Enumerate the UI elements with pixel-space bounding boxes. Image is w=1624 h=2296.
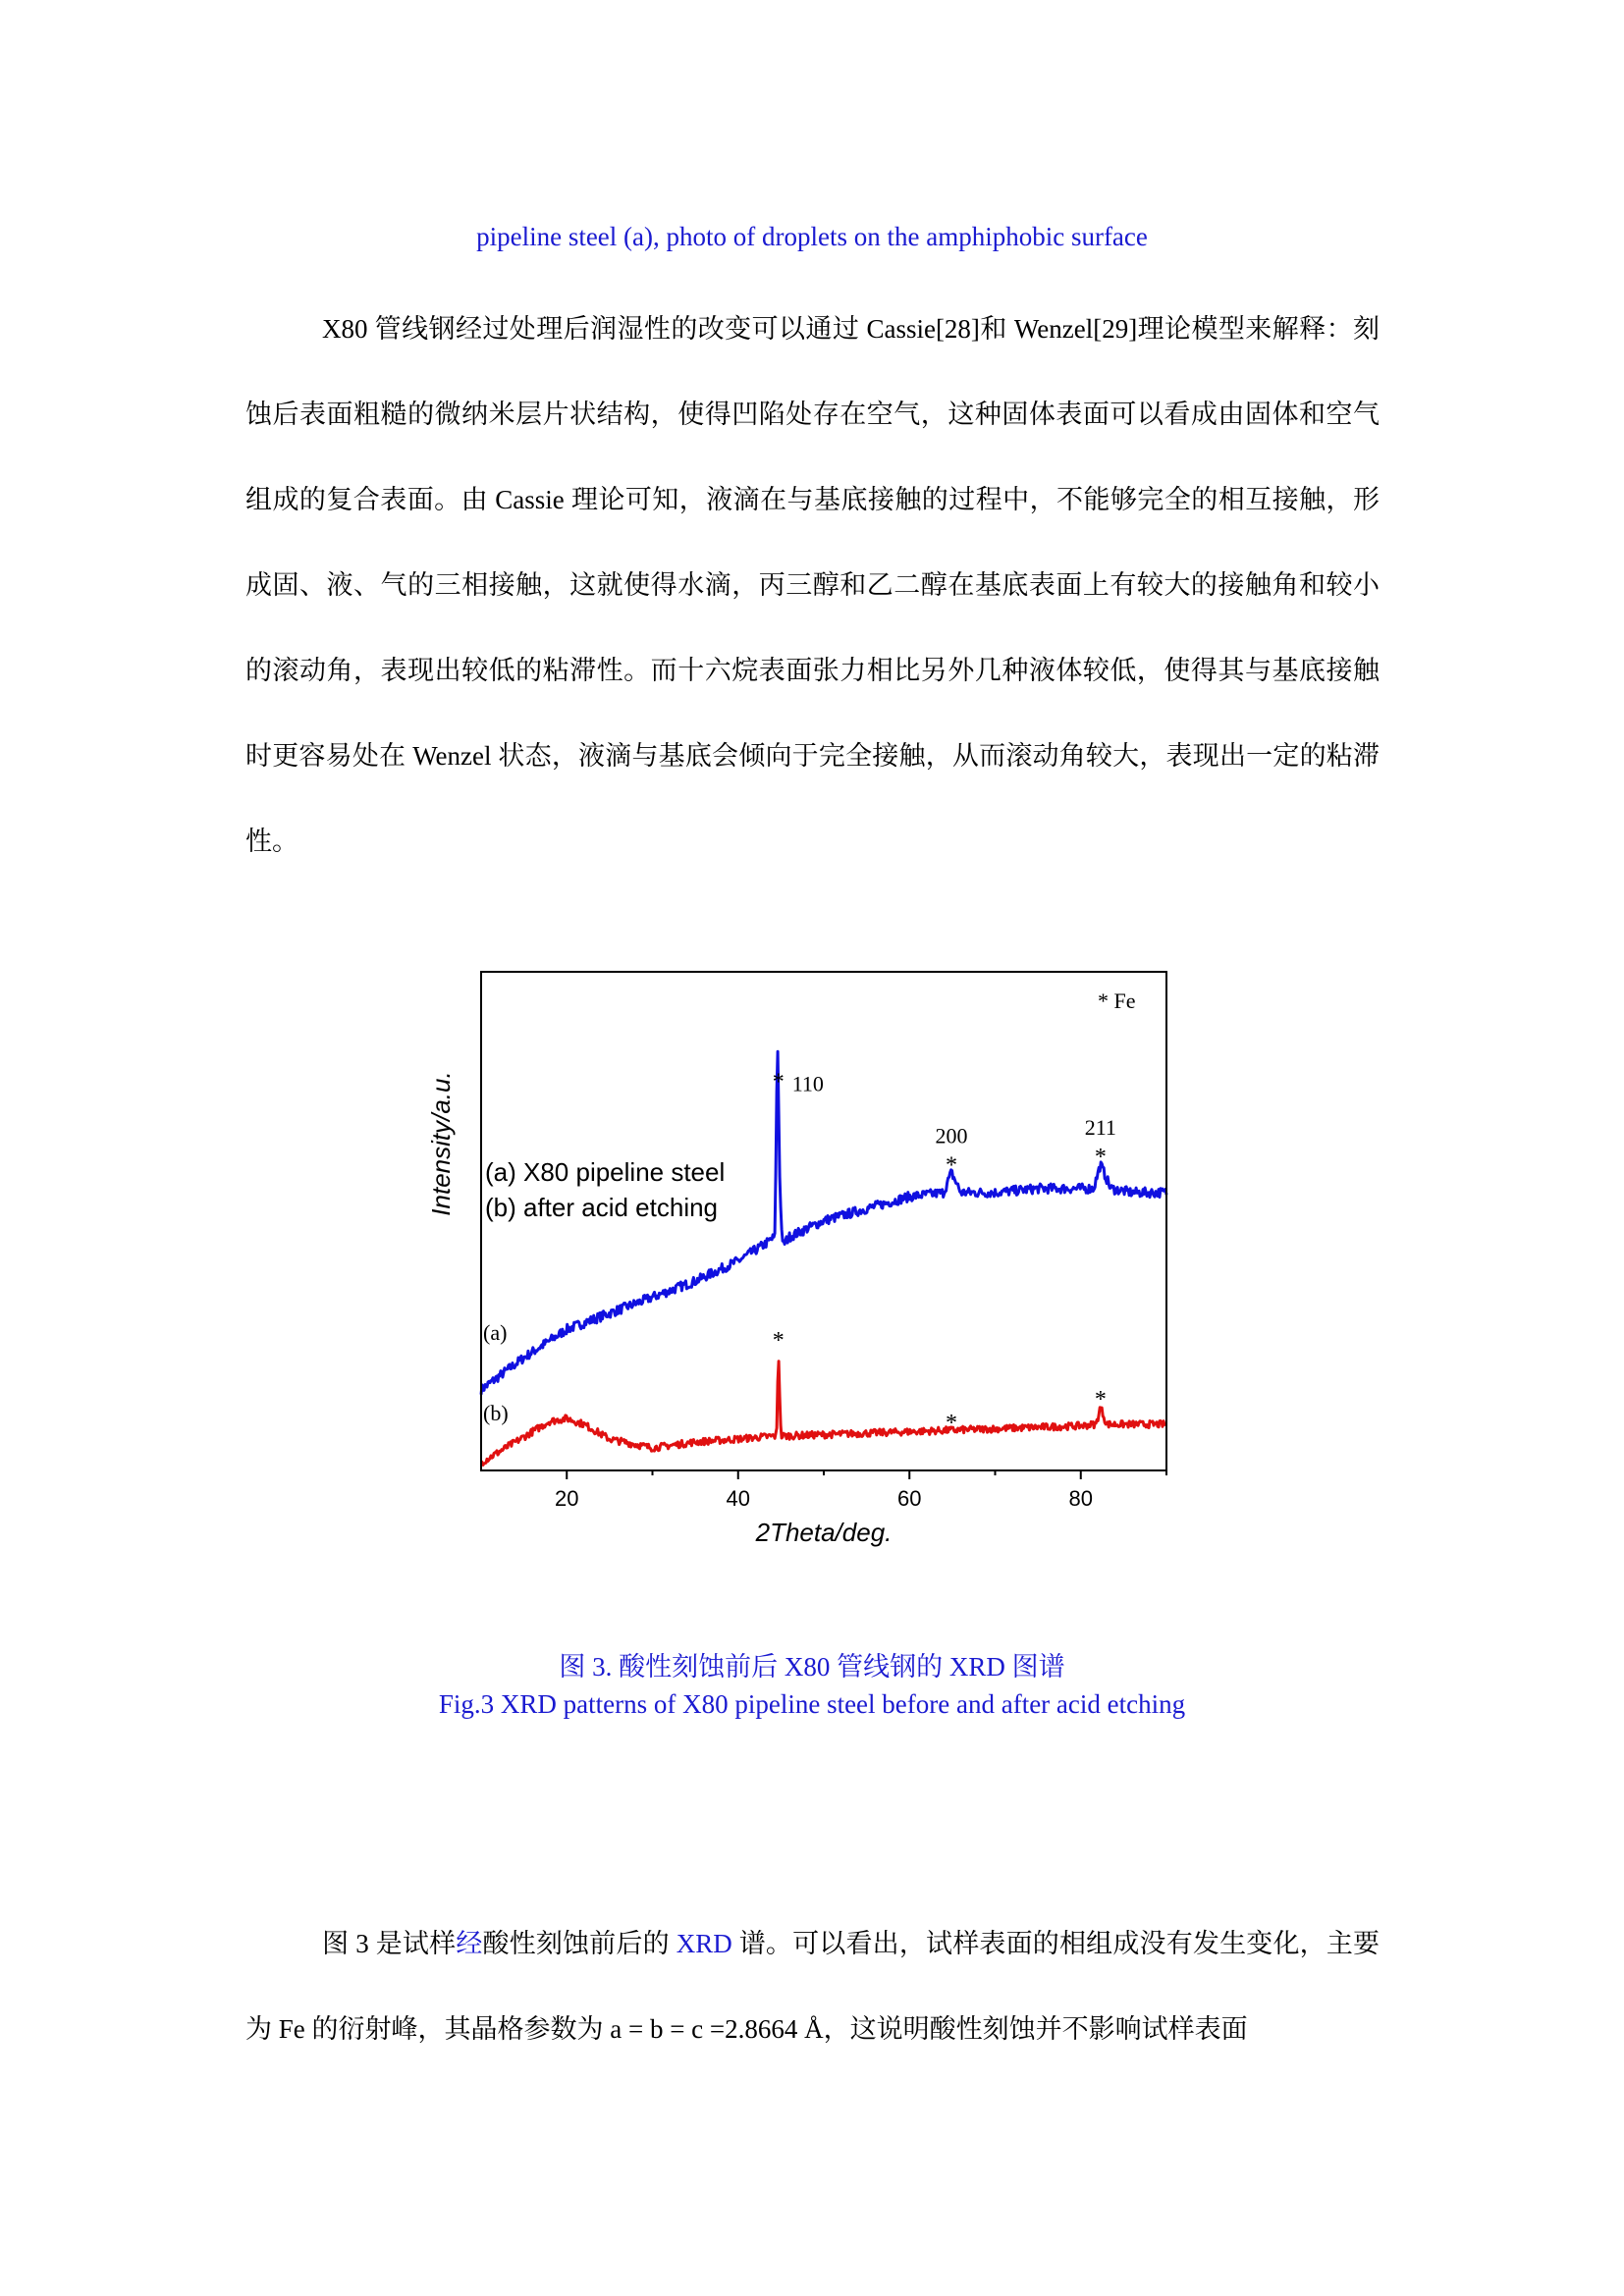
paragraph-2-part2: 经 bbox=[456, 1929, 483, 1958]
peak-marker: * bbox=[946, 1411, 958, 1436]
paragraph-1-text: X80 管线钢经过处理后润湿性的改变可以通过 Cassie[28]和 Wenzel[29]理论模型来解释：刻蚀后表面粗糙的微纳米层片状结构，使得凹陷处存在空气，这种固体表面可以看成由固体和空气组成的复合表面。由 Cassie 理论可知，液滴在与基底接触的过程中，不能够完全的相互接触，形成固、液、气的三相接触，这就使得水滴，丙三醇和乙二醇在基底表面上有较大的接触角和较小的滚动角，表现出较低的粘滞性。而十六烷表面张力相比另外几种液体较低，使得其与基底接触时更容易处在 Wenzel 状态，液滴与基底会倾向于完全接触，从而滚动角较大，表现出一定的粘滞性。 bbox=[245, 314, 1380, 856]
top-caption: pipeline steel (a), photo of droplets on the amphiphobic surface bbox=[476, 222, 1148, 251]
legend-item-a: (a) X80 pipeline steel bbox=[485, 1157, 726, 1187]
paragraph-2-part1: 图 3 是试样 bbox=[322, 1929, 457, 1958]
series-label-a: (a) bbox=[483, 1320, 508, 1345]
peak-label-200: 200 bbox=[935, 1123, 968, 1148]
peak-marker: * bbox=[1094, 1387, 1107, 1413]
figure-caption-en: Fig.3 XRD patterns of X80 pipeline steel before and after acid etching bbox=[438, 1689, 1186, 1719]
peak-marker: * bbox=[772, 1328, 785, 1354]
figure-caption-zh: 图 3. 酸性刻蚀前后 X80 管线钢的 XRD 图谱 bbox=[559, 1652, 1065, 1682]
xrd-chart bbox=[422, 957, 1208, 1585]
x-tick-label: 20 bbox=[555, 1486, 579, 1511]
x-tick-label: 80 bbox=[1068, 1486, 1093, 1511]
peak-label-110: 110 bbox=[791, 1071, 824, 1096]
series-label-b: (b) bbox=[483, 1401, 509, 1425]
x-tick-label: 40 bbox=[726, 1486, 750, 1511]
series-line-b bbox=[481, 1362, 1166, 1466]
marker-legend: * Fe bbox=[1098, 988, 1136, 1013]
paragraph-2 bbox=[245, 1901, 1380, 2072]
legend-item-b: (b) after acid etching bbox=[485, 1193, 719, 1222]
paragraph-2-part3: 酸性刻蚀前后的 bbox=[482, 1929, 677, 1958]
paragraph-2-part5: 谱。可以看出，试样表面的相组成没有发生变化，主要为 Fe 的衍射峰，其晶格参数为 a = b = c =2.8664 Å，这说明酸性刻蚀并不影响试样表面 bbox=[245, 1929, 1380, 2044]
x-axis-label: 2Theta/deg. bbox=[755, 1518, 893, 1547]
paragraph-1 bbox=[245, 287, 1380, 884]
peak-marker: * bbox=[772, 1069, 785, 1095]
peak-marker: * bbox=[1094, 1145, 1107, 1171]
series-line-a bbox=[481, 1051, 1166, 1394]
x-tick-label: 60 bbox=[897, 1486, 922, 1511]
peak-marker: * bbox=[946, 1152, 958, 1179]
y-axis-label: Intensity/a.u. bbox=[426, 1071, 456, 1216]
peak-label-211: 211 bbox=[1084, 1115, 1116, 1141]
paragraph-2-part4: XRD bbox=[676, 1929, 732, 1958]
